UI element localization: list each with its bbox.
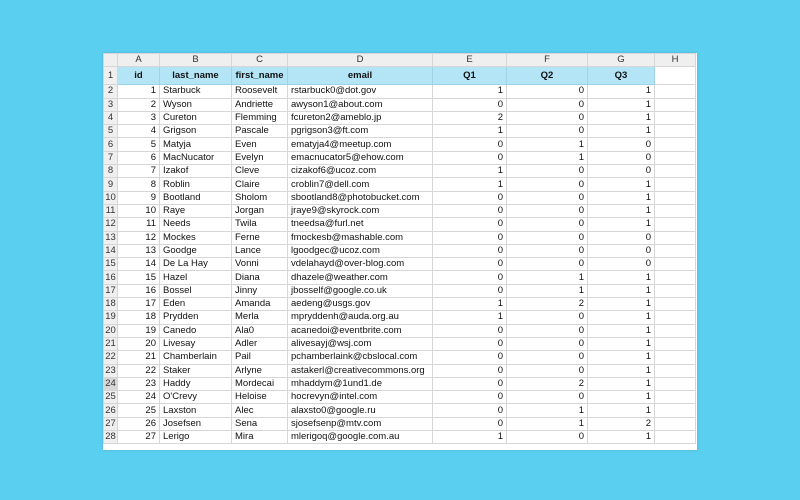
cell-first-name[interactable]: Adler: [232, 337, 288, 350]
cell-id[interactable]: 11: [118, 218, 160, 231]
cell-q2[interactable]: 0: [507, 431, 588, 444]
cell-email[interactable]: alaxsto0@google.ru: [288, 404, 433, 417]
cell-id[interactable]: 20: [118, 337, 160, 350]
cell-q3[interactable]: 0: [588, 165, 655, 178]
table-row: [104, 351, 696, 364]
cell-email[interactable]: sbootland8@photobucket.com: [288, 191, 433, 204]
row-number[interactable]: 3: [104, 98, 118, 111]
cell-q3[interactable]: 1: [588, 404, 655, 417]
column-header-g[interactable]: G: [588, 54, 655, 67]
cell-q1[interactable]: 0: [433, 417, 507, 430]
table-row: [104, 85, 696, 98]
cell-q3[interactable]: 1: [588, 204, 655, 217]
cell-q1[interactable]: 0: [433, 284, 507, 297]
cell-q2[interactable]: 2: [507, 298, 588, 311]
cell-id[interactable]: 4: [118, 125, 160, 138]
table-row: [104, 125, 696, 138]
empty-cell[interactable]: [655, 67, 696, 85]
cell-last-name[interactable]: O'Crevy: [160, 391, 232, 404]
cell-email[interactable]: sjosefsenp@mtv.com: [288, 417, 433, 430]
table-row: [104, 165, 696, 178]
empty-cell[interactable]: [655, 377, 696, 390]
cell-id[interactable]: 15: [118, 271, 160, 284]
cell-email[interactable]: vdelahayd@over-blog.com: [288, 258, 433, 271]
cell-q1[interactable]: 0: [433, 191, 507, 204]
row-number[interactable]: 15: [105, 258, 116, 270]
cell-email[interactable]: emacnucator5@ehow.com: [288, 151, 433, 164]
empty-cell[interactable]: [655, 404, 696, 417]
cell-q3[interactable]: 0: [588, 138, 655, 151]
row-number[interactable]: 23: [105, 364, 116, 376]
cell-id[interactable]: 6: [118, 151, 160, 164]
cell-q3[interactable]: 0: [588, 231, 655, 244]
empty-cell[interactable]: [655, 138, 696, 151]
cell-email[interactable]: lgoodgec@ucoz.com: [288, 244, 433, 257]
empty-cell[interactable]: [655, 191, 696, 204]
row-number[interactable]: 7: [104, 151, 118, 164]
empty-cell[interactable]: [655, 111, 696, 124]
cell-q3[interactable]: 1: [588, 431, 655, 444]
header-cell-first-name[interactable]: first_name: [232, 67, 288, 85]
cell-q2[interactable]: 2: [507, 377, 588, 390]
cell-first-name[interactable]: Andriette: [232, 98, 288, 111]
cell-email[interactable]: mpryddenh@auda.org.au: [288, 311, 433, 324]
cell-q1[interactable]: 2: [433, 111, 507, 124]
cell-id[interactable]: 12: [118, 231, 160, 244]
cell-q3[interactable]: 1: [588, 125, 655, 138]
row-number[interactable]: 24: [105, 377, 116, 389]
table-row: [104, 364, 696, 377]
cell-last-name[interactable]: Prydden: [160, 311, 232, 324]
cell-first-name[interactable]: Sholom: [232, 191, 288, 204]
row-number[interactable]: 13: [105, 231, 116, 243]
table-header-row: [104, 67, 696, 85]
table-row: [104, 138, 696, 151]
cell-q2[interactable]: 0: [507, 311, 588, 324]
cell-q3[interactable]: 1: [588, 218, 655, 231]
cell-first-name[interactable]: Claire: [232, 178, 288, 191]
table-row: [104, 271, 696, 284]
cell-first-name[interactable]: Ferne: [232, 231, 288, 244]
cell-first-name[interactable]: Amanda: [232, 298, 288, 311]
cell-q2[interactable]: 0: [507, 218, 588, 231]
cell-email[interactable]: mhaddym@1und1.de: [288, 377, 433, 390]
row-number[interactable]: 16: [105, 271, 116, 283]
row-number[interactable]: 28: [105, 431, 116, 443]
cell-id[interactable]: 22: [118, 364, 160, 377]
cell-q2[interactable]: 0: [507, 178, 588, 191]
cell-email[interactable]: fcureton2@ameblo.jp: [288, 111, 433, 124]
cell-email[interactable]: astakerl@creativecommons.org: [288, 364, 433, 377]
cell-q1[interactable]: 0: [433, 244, 507, 257]
cell-q3[interactable]: 0: [588, 258, 655, 271]
cell-last-name[interactable]: Staker: [160, 364, 232, 377]
row-number[interactable]: 19: [105, 311, 116, 323]
cell-q2[interactable]: 0: [507, 258, 588, 271]
cell-email[interactable]: pchamberlaink@cbslocal.com: [288, 351, 433, 364]
cell-email[interactable]: aedeng@usgs.gov: [288, 298, 433, 311]
cell-first-name[interactable]: Cleve: [232, 165, 288, 178]
cell-id[interactable]: 13: [118, 244, 160, 257]
cell-last-name[interactable]: Goodge: [160, 244, 232, 257]
cell-q3[interactable]: 1: [588, 178, 655, 191]
cell-q2[interactable]: 0: [507, 244, 588, 257]
cell-last-name[interactable]: Canedo: [160, 324, 232, 337]
cell-q3[interactable]: 1: [588, 324, 655, 337]
table-row: [104, 311, 696, 324]
empty-cell[interactable]: [655, 244, 696, 257]
cell-q2[interactable]: 1: [507, 404, 588, 417]
select-all-corner[interactable]: [104, 54, 118, 67]
row-number[interactable]: 27: [105, 417, 116, 429]
empty-cell[interactable]: [655, 417, 696, 430]
cell-q2[interactable]: 1: [507, 151, 588, 164]
cell-q3[interactable]: 1: [588, 391, 655, 404]
cell-first-name[interactable]: Ala0: [232, 324, 288, 337]
empty-cell[interactable]: [655, 204, 696, 217]
cell-first-name[interactable]: Jorgan: [232, 204, 288, 217]
cell-last-name[interactable]: Bossel: [160, 284, 232, 297]
table-row: [104, 284, 696, 297]
table-row: [104, 204, 696, 217]
cell-last-name[interactable]: Hazel: [160, 271, 232, 284]
cell-id[interactable]: 27: [118, 431, 160, 444]
cell-id[interactable]: 5: [118, 138, 160, 151]
cell-q3[interactable]: 0: [588, 244, 655, 257]
table-row: [104, 178, 696, 191]
row-number[interactable]: 8: [104, 165, 118, 178]
cell-email[interactable]: tneedsa@furl.net: [288, 218, 433, 231]
cell-first-name[interactable]: Mordecai: [232, 377, 288, 390]
cell-first-name[interactable]: Even: [232, 138, 288, 151]
header-cell-q2[interactable]: Q2: [507, 67, 588, 85]
cell-q3[interactable]: 1: [588, 311, 655, 324]
cell-q3[interactable]: 1: [588, 351, 655, 364]
cell-q1[interactable]: 0: [433, 271, 507, 284]
table-row: [104, 324, 696, 337]
cell-q3[interactable]: 0: [588, 151, 655, 164]
cell-id[interactable]: 18: [118, 311, 160, 324]
cell-first-name[interactable]: Pascale: [232, 125, 288, 138]
column-header-f[interactable]: F: [507, 54, 588, 67]
empty-cell[interactable]: [655, 231, 696, 244]
row-number[interactable]: 26: [105, 404, 116, 416]
table-row: [104, 337, 696, 350]
empty-cell[interactable]: [655, 85, 696, 98]
cell-last-name[interactable]: Starbuck: [160, 85, 232, 98]
empty-cell[interactable]: [655, 218, 696, 231]
cell-last-name[interactable]: Bootland: [160, 191, 232, 204]
empty-cell[interactable]: [655, 324, 696, 337]
empty-cell[interactable]: [655, 311, 696, 324]
column-header-e[interactable]: E: [433, 54, 507, 67]
table-row: [104, 298, 696, 311]
cell-id[interactable]: 23: [118, 377, 160, 390]
empty-cell[interactable]: [655, 337, 696, 350]
empty-cell[interactable]: [655, 364, 696, 377]
cell-first-name[interactable]: Vonni: [232, 258, 288, 271]
row-number[interactable]: 22: [105, 351, 116, 363]
cell-last-name[interactable]: Eden: [160, 298, 232, 311]
row-number[interactable]: 25: [105, 391, 116, 403]
table-row: [104, 191, 696, 204]
column-header-c[interactable]: C: [232, 54, 288, 67]
column-header-b[interactable]: B: [160, 54, 232, 67]
cell-email[interactable]: croblin7@dell.com: [288, 178, 433, 191]
cell-last-name[interactable]: Matyja: [160, 138, 232, 151]
cell-last-name[interactable]: Lerigo: [160, 431, 232, 444]
cell-q3[interactable]: 1: [588, 85, 655, 98]
row-number[interactable]: 5: [104, 125, 118, 138]
table-row: [104, 404, 696, 417]
column-header-row: [104, 54, 696, 67]
cell-id[interactable]: 14: [118, 258, 160, 271]
cell-last-name[interactable]: Chamberlain: [160, 351, 232, 364]
cell-id[interactable]: 21: [118, 351, 160, 364]
row-number[interactable]: 2: [104, 85, 118, 98]
header-cell-last-name[interactable]: last_name: [160, 67, 232, 85]
cell-q1[interactable]: 1: [433, 431, 507, 444]
empty-cell[interactable]: [655, 431, 696, 444]
cell-q1[interactable]: 1: [433, 165, 507, 178]
cell-last-name[interactable]: Haddy: [160, 377, 232, 390]
cell-q3[interactable]: 1: [588, 98, 655, 111]
cell-last-name[interactable]: Laxston: [160, 404, 232, 417]
table-row: [104, 258, 696, 271]
cell-last-name[interactable]: Roblin: [160, 178, 232, 191]
cell-email[interactable]: cizakof6@ucoz.com: [288, 165, 433, 178]
cell-id[interactable]: 19: [118, 324, 160, 337]
cell-id[interactable]: 2: [118, 98, 160, 111]
cell-q3[interactable]: 1: [588, 364, 655, 377]
cell-email[interactable]: fmockesb@mashable.com: [288, 231, 433, 244]
row-number[interactable]: 17: [105, 284, 116, 296]
cell-q2[interactable]: 1: [507, 138, 588, 151]
cell-first-name[interactable]: Merla: [232, 311, 288, 324]
cell-first-name[interactable]: Mira: [232, 431, 288, 444]
cell-q1[interactable]: 0: [433, 337, 507, 350]
cell-first-name[interactable]: Evelyn: [232, 151, 288, 164]
cell-first-name[interactable]: Arlyne: [232, 364, 288, 377]
cell-q1[interactable]: 0: [433, 258, 507, 271]
cell-last-name[interactable]: Grigson: [160, 125, 232, 138]
cell-last-name[interactable]: Josefsen: [160, 417, 232, 430]
cell-id[interactable]: 25: [118, 404, 160, 417]
header-cell-id[interactable]: id: [118, 67, 160, 85]
cell-id[interactable]: 17: [118, 298, 160, 311]
cell-id[interactable]: 9: [118, 191, 160, 204]
row-number[interactable]: 18: [105, 298, 116, 310]
cell-first-name[interactable]: Lance: [232, 244, 288, 257]
row-number[interactable]: 10: [105, 191, 116, 203]
cell-first-name[interactable]: Diana: [232, 271, 288, 284]
cell-first-name[interactable]: Jinny: [232, 284, 288, 297]
cell-email[interactable]: hocrevyn@intel.com: [288, 391, 433, 404]
cell-q1[interactable]: 1: [433, 125, 507, 138]
cell-q2[interactable]: 0: [507, 111, 588, 124]
cell-q1[interactable]: 0: [433, 218, 507, 231]
empty-cell[interactable]: [655, 284, 696, 297]
table-row: [104, 244, 696, 257]
spreadsheet-grid: [103, 53, 696, 444]
cell-last-name[interactable]: Cureton: [160, 111, 232, 124]
cell-q1[interactable]: 0: [433, 324, 507, 337]
table-row: [104, 218, 696, 231]
table-row: [104, 98, 696, 111]
cell-q2[interactable]: 0: [507, 364, 588, 377]
row-number[interactable]: 11: [104, 204, 118, 217]
cell-last-name[interactable]: Mockes: [160, 231, 232, 244]
cell-q3[interactable]: 1: [588, 284, 655, 297]
empty-cell[interactable]: [655, 351, 696, 364]
table-row: [104, 231, 696, 244]
cell-last-name[interactable]: Needs: [160, 218, 232, 231]
cell-q2[interactable]: 0: [507, 351, 588, 364]
cell-q2[interactable]: 0: [507, 125, 588, 138]
row-number[interactable]: 9: [104, 178, 118, 191]
column-header-a[interactable]: A: [118, 54, 160, 67]
cell-q1[interactable]: 1: [433, 298, 507, 311]
empty-cell[interactable]: [655, 98, 696, 111]
cell-last-name[interactable]: MacNucator: [160, 151, 232, 164]
cell-id[interactable]: 16: [118, 284, 160, 297]
cell-q2[interactable]: 0: [507, 85, 588, 98]
cell-q1[interactable]: 0: [433, 98, 507, 111]
cell-id[interactable]: 7: [118, 165, 160, 178]
cell-q2[interactable]: 0: [507, 98, 588, 111]
cell-last-name[interactable]: Raye: [160, 204, 232, 217]
empty-cell[interactable]: [655, 178, 696, 191]
cell-q3[interactable]: 1: [588, 337, 655, 350]
cell-q1[interactable]: 0: [433, 404, 507, 417]
cell-first-name[interactable]: Roosevelt: [232, 85, 288, 98]
cell-email[interactable]: rstarbuck0@dot.gov: [288, 85, 433, 98]
cell-q2[interactable]: 0: [507, 324, 588, 337]
header-cell-q1[interactable]: Q1: [433, 67, 507, 85]
cell-q2[interactable]: 1: [507, 284, 588, 297]
cell-email[interactable]: acanedoi@eventbrite.com: [288, 324, 433, 337]
table-row: [104, 111, 696, 124]
cell-id[interactable]: 10: [118, 204, 160, 217]
cell-q1[interactable]: 0: [433, 391, 507, 404]
header-cell-q3[interactable]: Q3: [588, 67, 655, 85]
cell-last-name[interactable]: Wyson: [160, 98, 232, 111]
empty-cell[interactable]: [655, 125, 696, 138]
table-row: [104, 431, 696, 444]
cell-id[interactable]: 3: [118, 111, 160, 124]
cell-q1[interactable]: 1: [433, 178, 507, 191]
cell-q3[interactable]: 1: [588, 191, 655, 204]
cell-q1[interactable]: 1: [433, 85, 507, 98]
column-header-d[interactable]: D: [288, 54, 433, 67]
cell-first-name[interactable]: Twila: [232, 218, 288, 231]
cell-q2[interactable]: 1: [507, 417, 588, 430]
row-number[interactable]: 4: [104, 111, 118, 124]
cell-id[interactable]: 1: [118, 85, 160, 98]
row-number[interactable]: 1: [104, 67, 118, 85]
table-row: [104, 151, 696, 164]
cell-first-name[interactable]: Heloise: [232, 391, 288, 404]
cell-q3[interactable]: 1: [588, 111, 655, 124]
cell-email[interactable]: jraye9@skyrock.com: [288, 204, 433, 217]
cell-email[interactable]: awyson1@about.com: [288, 98, 433, 111]
cell-email[interactable]: dhazele@weather.com: [288, 271, 433, 284]
cell-first-name[interactable]: Alec: [232, 404, 288, 417]
cell-q2[interactable]: 0: [507, 204, 588, 217]
cell-q1[interactable]: 0: [433, 364, 507, 377]
cell-email[interactable]: mlerigoq@google.com.au: [288, 431, 433, 444]
cell-q1[interactable]: 0: [433, 351, 507, 364]
row-number[interactable]: 20: [105, 324, 116, 336]
cell-q1[interactable]: 1: [433, 311, 507, 324]
spreadsheet: [103, 53, 697, 450]
empty-cell[interactable]: [655, 258, 696, 271]
cell-email[interactable]: pgrigson3@ft.com: [288, 125, 433, 138]
cell-q1[interactable]: 0: [433, 204, 507, 217]
cell-q2[interactable]: 0: [507, 337, 588, 350]
table-row: [104, 377, 696, 390]
cell-id[interactable]: 8: [118, 178, 160, 191]
cell-id[interactable]: 24: [118, 391, 160, 404]
row-number[interactable]: 21: [105, 338, 116, 350]
row-number[interactable]: 6: [104, 138, 118, 151]
empty-cell[interactable]: [655, 165, 696, 178]
empty-cell[interactable]: [655, 298, 696, 311]
cell-email[interactable]: ematyja4@meetup.com: [288, 138, 433, 151]
cell-q1[interactable]: 0: [433, 377, 507, 390]
cell-first-name[interactable]: Flemming: [232, 111, 288, 124]
cell-email[interactable]: jbosself@google.co.uk: [288, 284, 433, 297]
cell-q2[interactable]: 0: [507, 165, 588, 178]
cell-q3[interactable]: 1: [588, 298, 655, 311]
table-row: [104, 417, 696, 430]
cell-id[interactable]: 26: [118, 417, 160, 430]
cell-last-name[interactable]: Livesay: [160, 337, 232, 350]
cell-q1[interactable]: 0: [433, 138, 507, 151]
column-header-h[interactable]: H: [655, 54, 696, 67]
cell-email[interactable]: alivesayj@wsj.com: [288, 337, 433, 350]
cell-q3[interactable]: 2: [588, 417, 655, 430]
cell-first-name[interactable]: Pail: [232, 351, 288, 364]
cell-q3[interactable]: 1: [588, 377, 655, 390]
cell-q2[interactable]: 1: [507, 271, 588, 284]
cell-q2[interactable]: 0: [507, 391, 588, 404]
cell-q3[interactable]: 1: [588, 271, 655, 284]
empty-cell[interactable]: [655, 391, 696, 404]
empty-cell[interactable]: [655, 271, 696, 284]
row-number[interactable]: 14: [105, 245, 116, 256]
empty-cell[interactable]: [655, 151, 696, 164]
row-number[interactable]: 12: [105, 218, 116, 230]
cell-q1[interactable]: 0: [433, 151, 507, 164]
cell-first-name[interactable]: Sena: [232, 417, 288, 430]
cell-last-name[interactable]: Izakof: [160, 165, 232, 178]
header-cell-email[interactable]: email: [288, 67, 433, 85]
cell-q2[interactable]: 0: [507, 231, 588, 244]
cell-q1[interactable]: 0: [433, 231, 507, 244]
cell-q2[interactable]: 0: [507, 191, 588, 204]
cell-last-name[interactable]: De La Hay: [160, 258, 232, 271]
table-row: [104, 391, 696, 404]
